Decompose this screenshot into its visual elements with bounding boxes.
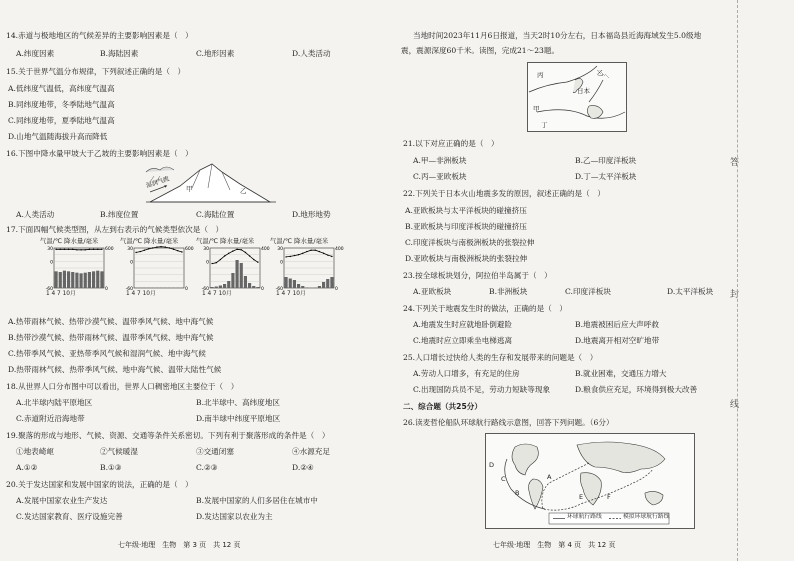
precip-bar — [285, 277, 288, 288]
q24-option-b[interactable]: B.地震被困后应大声呼救 — [575, 320, 659, 329]
chart-3-months: 1 4 7 10月 — [202, 291, 232, 298]
temperature-point — [306, 251, 307, 252]
map-label-c: 丙 — [537, 71, 544, 79]
q15-option-b[interactable]: B.同纬度地带，冬季陆地气温高 — [8, 100, 115, 109]
q21-option-d[interactable]: D.丁—太平洋板块 — [575, 172, 637, 181]
precip-tick-label: 0 — [335, 287, 338, 292]
chart-1-title: 气温/℃ 降水量/毫米 — [40, 237, 99, 245]
temperature-point — [55, 249, 56, 250]
route-label-a: A — [547, 473, 552, 481]
q17-option-a[interactable]: A.热带雨林气候、热带沙漠气候、温带季风气候、地中海气候 — [8, 317, 214, 326]
precip-bar — [80, 273, 83, 288]
q23-option-a[interactable]: A.亚欧板块 — [413, 287, 452, 296]
route-label-e: E — [579, 493, 584, 501]
temp-tick-label: 30 — [277, 247, 283, 252]
temperature-line — [286, 250, 332, 257]
temperature-point — [319, 251, 320, 252]
map-label-japan: 日本 — [577, 87, 590, 95]
question-25: 25.人口增长过快给人类的生存和发展带来的问题是（ ） — [403, 353, 598, 362]
precip-bar — [84, 273, 87, 288]
q16-option-b[interactable]: B.纬度位置 — [100, 210, 139, 219]
precip-bar — [55, 271, 58, 288]
precip-bar — [227, 281, 230, 288]
q20-option-c[interactable]: C.发达国家教育、医疗设施完善 — [16, 512, 123, 521]
precip-bar — [305, 288, 308, 289]
q14-option-c[interactable]: C.地形因素 — [196, 49, 235, 58]
temperature-point — [144, 250, 145, 251]
q16-option-d[interactable]: D.地形地势 — [292, 210, 331, 219]
q22-option-c[interactable]: C.印度洋板块与南极洲板块的张裂拉伸 — [405, 238, 535, 247]
temp-tick-label: -60 — [125, 287, 133, 292]
temperature-point — [228, 253, 229, 254]
q17-option-d[interactable]: D.热带雨林气候、热带季风气候、地中海气候、温带大陆性气候 — [8, 365, 222, 374]
temp-tick-label: 30 — [127, 247, 133, 252]
q21-option-c[interactable]: C.丙—亚欧板块 — [413, 172, 467, 181]
question-22: 22.下列关于日本火山地震多发的原因，叙述正确的是（ ） — [403, 189, 605, 198]
temperature-point — [60, 249, 61, 250]
climate-chart-4 — [270, 238, 348, 300]
climate-chart-1 — [40, 238, 118, 300]
temperature-point — [294, 255, 295, 256]
q18-option-c[interactable]: C.赤道附近沿海地带 — [16, 414, 85, 423]
q19-option-c[interactable]: C.②③ — [196, 463, 218, 472]
q14-option-a[interactable]: A.纬度因素 — [16, 49, 55, 58]
precip-bar — [252, 286, 255, 288]
temperature-point — [72, 249, 73, 250]
precip-bar — [244, 276, 247, 288]
q15-option-c[interactable]: C.同纬度地带，夏季陆地气温高 — [8, 116, 115, 125]
chart-2-title: 气温/℃ 降水量/毫米 — [120, 237, 179, 245]
wind-label: 湿润气流 — [145, 175, 171, 190]
temperature-point — [165, 246, 166, 247]
temperature-point — [232, 250, 233, 251]
question-21: 21.以下对应正确的是（ ） — [403, 139, 499, 148]
precip-bar — [92, 271, 95, 288]
binding-dashed-line — [737, 0, 738, 561]
temperature-point — [173, 249, 174, 250]
temp-tick-label: -60 — [275, 287, 283, 292]
precip-tick-label: 0 — [105, 287, 108, 292]
q19-item-1: ①地表崎岖 — [16, 447, 54, 456]
intro-line-2: 震，震源深度60千米。读图，完成21～23题。 — [401, 46, 560, 55]
temperature-point — [169, 247, 170, 248]
question-17: 17.下面四幅气候类型图，从左到右表示的气候类型依次是（ ） — [6, 225, 224, 234]
temp-tick-label: -60 — [201, 287, 209, 292]
map-label-d: 丁 — [541, 121, 548, 129]
q18-option-a[interactable]: A.北半球内陆平原地区 — [16, 398, 93, 407]
q21-option-a[interactable]: A.甲—非洲板块 — [413, 156, 467, 165]
precip-bar — [59, 272, 62, 288]
side-mark-3: 线 — [730, 400, 740, 410]
temp-tick-label: 0 — [280, 260, 283, 266]
q24-option-d[interactable]: D.地震离开相对空旷地带 — [575, 336, 660, 345]
precip-bar — [67, 271, 70, 288]
route-label-d: D — [489, 461, 495, 469]
route-label-b: B — [515, 489, 520, 497]
q16-option-c[interactable]: C.海陆位置 — [196, 210, 235, 219]
q22-option-d[interactable]: D.亚欧板块与南极洲板块的张裂拉伸 — [405, 254, 528, 263]
q23-option-c[interactable]: C.印度洋板块 — [565, 287, 611, 296]
map-label-b: 乙 — [597, 69, 604, 77]
q22-option-a[interactable]: A.亚欧板块与太平洋板块的碰撞挤压 — [405, 206, 527, 215]
left-page-footer: 七年级·地理 生物 第 3 页 共 12 页 — [118, 541, 241, 549]
temperature-point — [135, 252, 136, 253]
precip-bar — [75, 273, 78, 288]
precip-tick-label: 0 — [261, 287, 264, 292]
temperature-point — [89, 249, 90, 250]
q19-item-3: ③交通闭塞 — [196, 447, 234, 456]
temperature-point — [290, 256, 291, 257]
q25-option-c[interactable]: C.出现国防兵员不足，劳动力短缺等现象 — [413, 385, 551, 394]
question-16: 16.下图中降水量甲坡大于乙坡的主要影响因素是（ ） — [6, 149, 193, 158]
temperature-point — [327, 254, 328, 255]
precip-bar — [322, 282, 325, 288]
temperature-point — [181, 251, 182, 252]
chart-1-months: 1 4 7 10月 — [46, 291, 76, 298]
precip-tick-label: 600 — [185, 247, 194, 252]
side-mark-1: 答 — [730, 158, 740, 168]
section-2-heading: 二、综合题（共25分） — [403, 402, 482, 411]
temperature-point — [245, 252, 246, 253]
precip-bar — [219, 286, 222, 289]
route-label-f: F — [607, 493, 611, 501]
q21-option-b[interactable]: B.乙—印度洋板块 — [575, 156, 637, 165]
q16-option-a[interactable]: A.人类活动 — [16, 210, 55, 219]
chart-3-title: 气温/℃ 降水量/毫米 — [196, 237, 255, 245]
q19-item-2: ②气候暖湿 — [100, 447, 138, 456]
question-20: 20.关于发达国家和发展中国家的说法，正确的是（ ） — [6, 480, 193, 489]
q25-option-a[interactable]: A.劳动人口增多，有充足的住房 — [413, 369, 520, 378]
temperature-line — [56, 249, 102, 250]
temperature-point — [211, 263, 212, 264]
temperature-point — [216, 262, 217, 263]
climate-chart-2 — [120, 238, 198, 300]
chart-4-title: 气温/℃ 降水量/毫米 — [270, 237, 329, 245]
q19-option-a[interactable]: A.①② — [16, 463, 38, 472]
question-24: 24.下列关于地震发生时的做法，正确的是（ ） — [403, 304, 567, 313]
temperature-point — [152, 247, 153, 248]
precip-bar — [330, 277, 333, 288]
q14-option-d[interactable]: D.人类活动 — [292, 49, 331, 58]
q25-option-d[interactable]: D.粮食供应充足，环境得到极大改善 — [575, 385, 698, 394]
precip-bar — [248, 283, 251, 288]
temperature-point — [302, 253, 303, 254]
question-15: 15.关于世界气温分布规律，下列叙述正确的是（ ） — [6, 67, 186, 76]
temperature-point — [236, 249, 237, 250]
temperature-point — [315, 250, 316, 251]
slope-b-label: 乙 — [240, 187, 247, 195]
precip-bar — [211, 287, 214, 288]
map-label-a: 甲 — [533, 105, 540, 113]
question-18: 18.从世界人口分布图中可以看出，世界人口稠密地区主要位于（ ） — [6, 382, 239, 391]
temperature-point — [156, 246, 157, 247]
q18-option-d[interactable]: D.南半球中纬度平原地区 — [196, 414, 281, 423]
temp-tick-label: 30 — [203, 247, 209, 252]
temp-tick-label: -60 — [45, 287, 53, 292]
temperature-point — [140, 251, 141, 252]
temperature-point — [76, 249, 77, 250]
precip-tick-label: 400 — [335, 247, 344, 252]
temperature-point — [160, 246, 161, 247]
right-page-footer: 七年级·地理 生物 第 4 页 共 12 页 — [493, 541, 616, 549]
precip-bar — [215, 287, 218, 289]
intro-line-1: 当地时间2023年11月6日报道，当天2时10分左右，日本福岛县近海海域发生5.0级地 — [413, 31, 702, 40]
q19-option-d[interactable]: D.②④ — [292, 463, 314, 472]
q20-option-b[interactable]: B.发展中国家的人们多居住在城市中 — [196, 496, 318, 505]
temperature-point — [220, 259, 221, 260]
precip-bar — [240, 263, 243, 288]
temperature-point — [177, 250, 178, 251]
temp-tick-label: 0 — [206, 260, 209, 266]
q23-option-d[interactable]: D.太平洋板块 — [667, 287, 714, 296]
precip-bar — [236, 260, 239, 288]
precip-tick-label: 400 — [261, 247, 270, 252]
question-26: 26.读麦哲伦船队环球航行路线示意图，回答下列问题。（6分） — [403, 418, 614, 427]
precip-bar — [223, 284, 226, 288]
climate-chart-3 — [196, 238, 274, 300]
q17-option-b[interactable]: B.热带沙漠气候、热带雨林气候、温带季风气候、地中海气候 — [8, 333, 214, 342]
temperature-point — [298, 254, 299, 255]
q17-option-c[interactable]: C.热带季风气候、亚热带季风气候和湿润气候、地中海气候 — [8, 349, 206, 358]
temperature-point — [331, 256, 332, 257]
temperature-point — [64, 249, 65, 250]
precip-tick-label: 600 — [105, 247, 114, 252]
temperature-point — [257, 262, 258, 263]
chart-2-months: 1 4 7 10月 — [126, 291, 156, 298]
temp-tick-label: 0 — [50, 260, 53, 266]
q23-option-b[interactable]: B.非洲板块 — [489, 287, 528, 296]
precip-bar — [289, 279, 292, 289]
right-page — [397, 0, 794, 561]
precip-tick-label: 0 — [185, 287, 188, 292]
precip-bar — [293, 280, 296, 288]
precip-bar — [63, 271, 66, 288]
temperature-point — [253, 259, 254, 260]
q25-option-b[interactable]: B.就业困难，交通压力增大 — [575, 369, 667, 378]
q18-option-b[interactable]: B.北半球中、高纬度地区 — [196, 398, 280, 407]
q22-option-b[interactable]: B.亚欧板块与印度洋板块的碰撞挤压 — [405, 222, 527, 231]
route-label-c: C — [501, 475, 506, 483]
temperature-point — [285, 256, 286, 257]
legend-route: 环球航行路线 — [567, 514, 602, 520]
q19-option-b[interactable]: B.①③ — [100, 463, 122, 472]
precip-bar — [256, 287, 259, 288]
temperature-line — [136, 247, 182, 253]
temperature-point — [249, 255, 250, 256]
temperature-point — [68, 249, 69, 250]
q20-option-a[interactable]: A.发展中国家农业生产发达 — [16, 496, 108, 505]
q20-option-d[interactable]: D.发达国家以农业为主 — [196, 512, 273, 521]
q15-option-d[interactable]: D.山地气温随海拔升高而降低 — [8, 132, 108, 141]
temperature-point — [80, 249, 81, 250]
precip-bar — [231, 273, 234, 288]
precip-bar — [71, 272, 74, 288]
temperature-point — [85, 249, 86, 250]
q24-option-c[interactable]: C.地震时应立即乘坐电梯逃离 — [413, 336, 513, 345]
temperature-point — [310, 250, 311, 251]
chart-4-months: 1 4 7 10月 — [276, 291, 306, 298]
precip-bar — [96, 271, 99, 288]
temperature-point — [323, 253, 324, 254]
temperature-point — [241, 249, 242, 250]
precip-bar — [318, 286, 321, 288]
question-14: 14.赤道与极地地区的气候差异的主要影响因素是（ ） — [6, 31, 193, 40]
slope-a-label: 甲 — [186, 185, 193, 193]
temp-tick-label: 30 — [47, 247, 53, 252]
question-23: 23.按全球板块划分，阿拉伯半岛属于（ ） — [403, 271, 552, 280]
temp-tick-label: 0 — [130, 260, 133, 266]
question-19: 19.聚落的形成与地形、气候、资源、交通等条件关系密切。下列有利于聚落形成的条件是（ ） — [6, 431, 330, 440]
legend-sim-route: 模拟环球航行路线 — [623, 514, 670, 520]
temperature-point — [148, 248, 149, 249]
precip-bar — [100, 271, 103, 288]
temperature-point — [93, 249, 94, 250]
temperature-point — [224, 255, 225, 256]
q19-item-4: ④水源充足 — [292, 447, 330, 456]
q14-option-b[interactable]: B.海陆因素 — [100, 49, 139, 58]
temperature-point — [97, 249, 98, 250]
side-mark-2: 封 — [730, 290, 740, 300]
q15-option-a[interactable]: A.低纬度气温低，高纬度气温高 — [8, 84, 115, 93]
temperature-point — [101, 249, 102, 250]
precip-bar — [297, 284, 300, 288]
q24-option-a[interactable]: A.地震发生时应就地卧倒避险 — [413, 320, 513, 329]
precip-bar — [301, 286, 304, 288]
precip-bar — [326, 279, 329, 288]
precip-bar — [88, 272, 91, 288]
